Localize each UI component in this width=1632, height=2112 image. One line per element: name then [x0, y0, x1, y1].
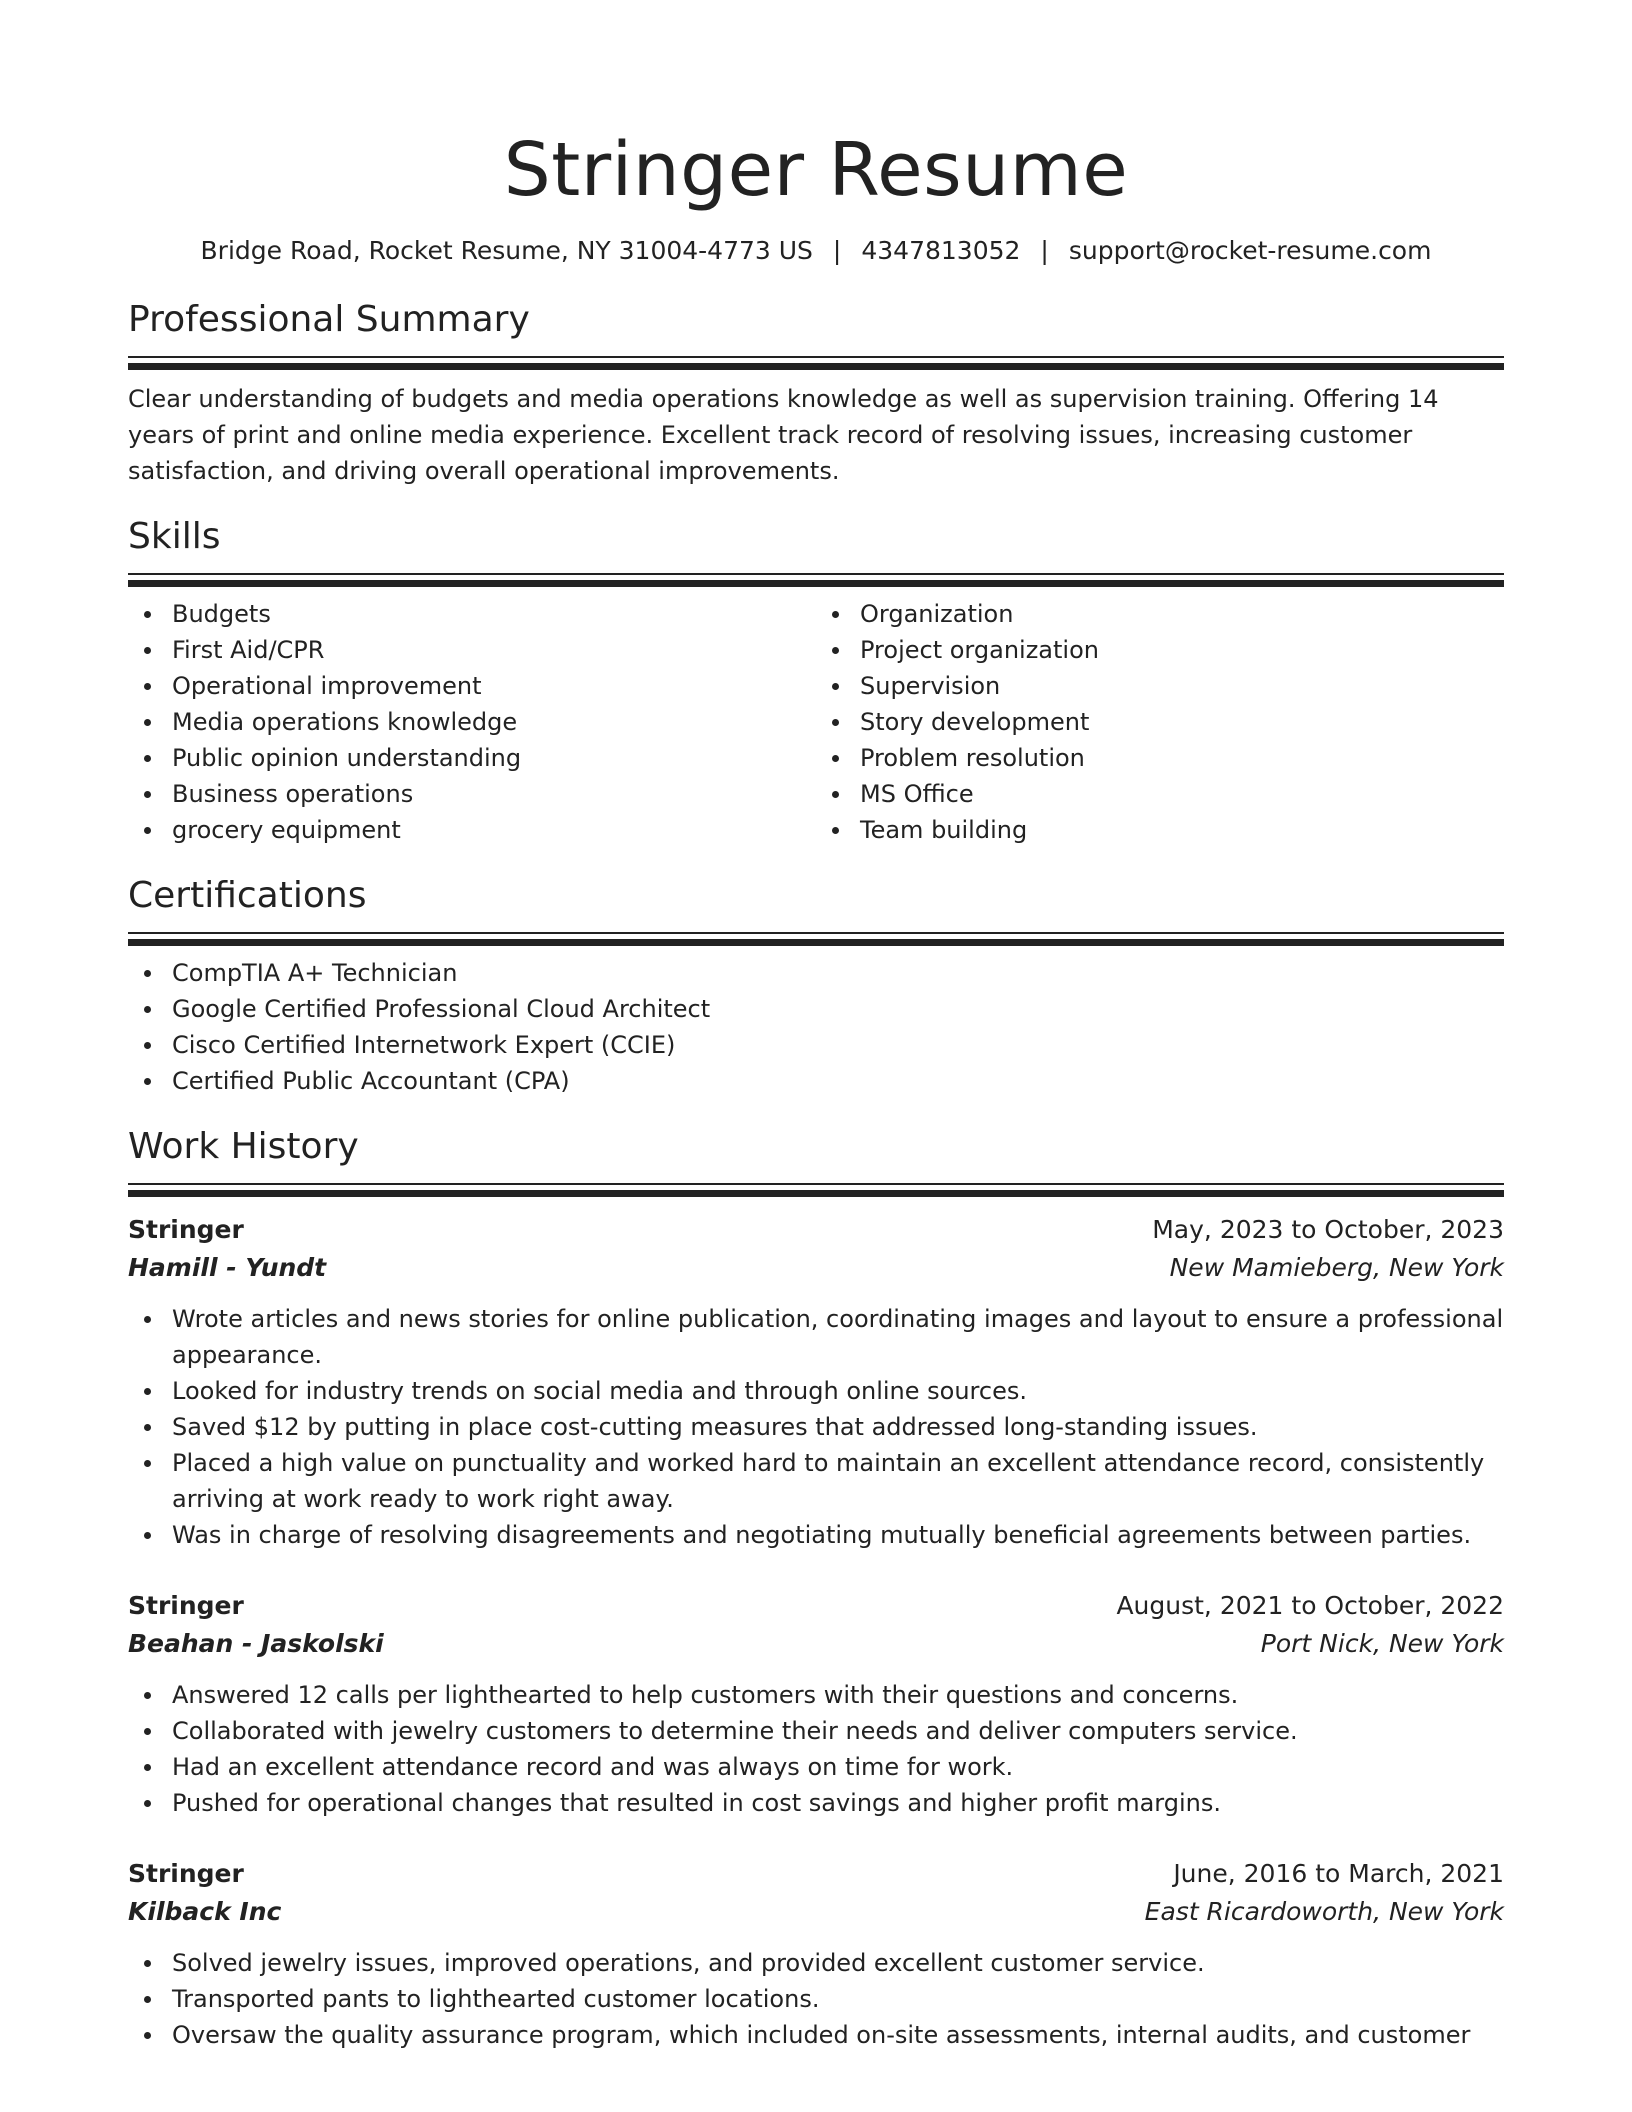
certification-item: Google Certified Professional Cloud Architect [128, 991, 1504, 1027]
section-divider [128, 932, 1504, 946]
job-subheader-row [128, 1249, 1504, 1287]
job-dates: June, 2016 to March, 2021 [1173, 1859, 1504, 1888]
section-divider [128, 573, 1504, 587]
job-duty: Was in charge of resolving disagreements and negotiating mutually beneficial agreements between parties. [128, 1517, 1504, 1553]
job-entry [128, 1855, 1504, 2053]
skill-item: First Aid/CPR [128, 632, 816, 668]
section-title-summary: Professional Summary [128, 299, 530, 340]
section-title-skills: Skills [128, 516, 221, 557]
skill-item: Operational improvement [128, 668, 816, 704]
job-location: East Ricardoworth, New York [1144, 1897, 1504, 1926]
job-subheader-row [128, 1625, 1504, 1663]
certification-item: Certified Public Accountant (CPA) [128, 1063, 1504, 1099]
job-duties-list [128, 1301, 1504, 1553]
skills-section [128, 513, 1504, 848]
job-entry [128, 1211, 1504, 1553]
contact-separator: | [1040, 236, 1049, 265]
job-company: Kilback Inc [128, 1897, 282, 1926]
skills-grid [128, 596, 1504, 848]
job-duty: Saved $12 by putting in place cost-cutting measures that addressed long-standing issues. [128, 1409, 1504, 1445]
contact-phone: 4347813052 [861, 236, 1021, 265]
job-header-row [128, 1211, 1504, 1249]
skill-item: Team building [816, 812, 1504, 848]
job-duty: Answered 12 calls per lighthearted to help customers with their questions and concerns. [128, 1677, 1504, 1713]
job-duty: Looked for industry trends on social media and through online sources. [128, 1373, 1504, 1409]
section-divider [128, 356, 1504, 370]
job-dates: May, 2023 to October, 2023 [1152, 1215, 1504, 1244]
section-divider [128, 1183, 1504, 1197]
skill-item: grocery equipment [128, 812, 816, 848]
skill-item: Problem resolution [816, 740, 1504, 776]
job-duty: Pushed for operational changes that resulted in cost savings and higher profit margins. [128, 1785, 1504, 1821]
skill-item: Story development [816, 704, 1504, 740]
job-subheader-row [128, 1893, 1504, 1931]
job-header-row [128, 1587, 1504, 1625]
skill-item: Media operations knowledge [128, 704, 816, 740]
job-duties-list [128, 1677, 1504, 1821]
contact-separator: | [832, 236, 842, 265]
resume-name: Stringer Resume [503, 127, 1129, 213]
certification-item: CompTIA A+ Technician [128, 955, 1504, 991]
job-title: Stringer [128, 1215, 244, 1244]
job-title: Stringer [128, 1591, 244, 1620]
skill-item: Business operations [128, 776, 816, 812]
section-title-certifications: Certifications [128, 875, 367, 916]
skill-item: Supervision [816, 668, 1504, 704]
skills-column-right [816, 596, 1504, 848]
job-duty: Transported pants to lighthearted customer locations. [128, 1981, 1504, 2017]
job-duty: Oversaw the quality assurance program, which included on-site assessments, internal audits, and customer [128, 2017, 1504, 2053]
job-duties-list [128, 1945, 1504, 2053]
job-duty: Had an excellent attendance record and was always on time for work. [128, 1749, 1504, 1785]
job-duty: Collaborated with jewelry customers to determine their needs and deliver computers service. [128, 1713, 1504, 1749]
certifications-section [128, 872, 1504, 1099]
contact-email: support@rocket-resume.com [1068, 236, 1432, 265]
job-dates: August, 2021 to October, 2022 [1116, 1591, 1504, 1620]
certification-item: Cisco Certified Internetwork Expert (CCIE) [128, 1027, 1504, 1063]
job-header-row [128, 1855, 1504, 1893]
job-duty: Solved jewelry issues, improved operations, and provided excellent customer service. [128, 1945, 1504, 1981]
skill-item: MS Office [816, 776, 1504, 812]
job-company: Beahan - Jaskolski [128, 1629, 384, 1658]
job-title: Stringer [128, 1859, 244, 1888]
job-company: Hamill - Yundt [128, 1253, 327, 1282]
work-history-section [128, 1123, 1504, 2053]
job-location: Port Nick, New York [1260, 1629, 1504, 1658]
job-duty: Wrote articles and news stories for online publication, coordinating images and layout to ensure a professional appearance. [128, 1301, 1504, 1373]
job-duty: Placed a high value on punctuality and worked hard to maintain an excellent attendance record, consistently arriving at work ready to work right away. [128, 1445, 1504, 1517]
summary-section [128, 296, 1504, 489]
skill-item: Public opinion understanding [128, 740, 816, 776]
summary-text: Clear understanding of budgets and media operations knowledge as well as supervision training. Offering 14 years of print and online media experience. Excellent track record of resolving issues, increasing customer satisfaction, and driving overall operational improvements. [128, 385, 1439, 485]
skills-column-left [128, 596, 816, 848]
certifications-list [128, 955, 1504, 1099]
job-location: New Mamieberg, New York [1169, 1253, 1504, 1282]
skill-item: Organization [816, 596, 1504, 632]
contact-address: Bridge Road, Rocket Resume, NY 31004-4773 US [200, 236, 813, 265]
contact-line [128, 234, 1504, 268]
job-entry [128, 1587, 1504, 1821]
skill-item: Budgets [128, 596, 816, 632]
section-title-work-history: Work History [128, 1126, 359, 1167]
skill-item: Project organization [816, 632, 1504, 668]
